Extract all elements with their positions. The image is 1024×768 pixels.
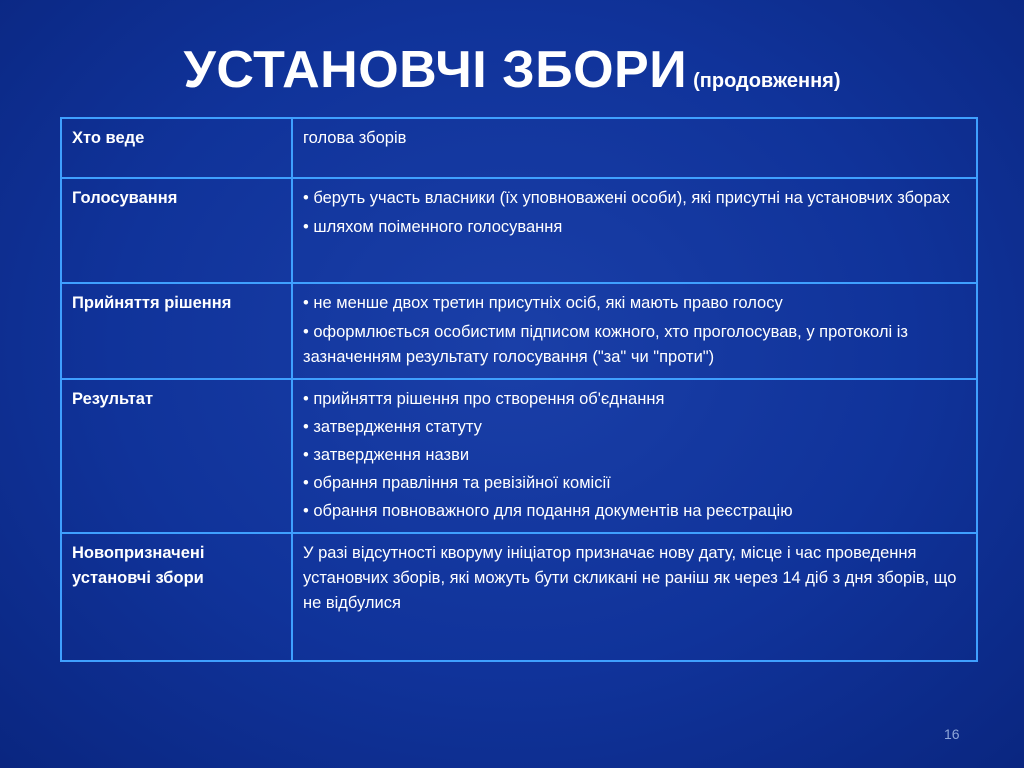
content-line: • обрання повноважного для подання документів на реєстрацію	[303, 502, 793, 520]
table-row	[61, 283, 977, 379]
content-line: • не менше двох третин присутніх осіб, які мають право голосу	[303, 294, 783, 312]
content-line: голова зборів	[303, 129, 407, 147]
table-row	[61, 118, 977, 178]
row-label: Результат	[61, 379, 292, 533]
content-line: У разі відсутності кворуму ініціатор призначає нову дату, місце і час проведення установчих зборів, які можуть бути скликані не раніш як через 14 діб з дня зборів, що не відбулися	[303, 544, 957, 612]
content-line: • затвердження статуту	[303, 418, 482, 436]
content-line: • затвердження назви	[303, 446, 470, 464]
info-table	[60, 117, 978, 662]
row-label: Прийняття рішення	[61, 283, 292, 379]
table-row	[61, 533, 977, 661]
slide-title-block	[0, 40, 1024, 100]
row-content	[292, 178, 977, 283]
content-line: • шляхом поіменного голосування	[303, 218, 563, 236]
content-line: • оформлюється особистим підписом кожного, хто проголосував, у протоколі із зазначенням результату голосування ("за" чи "проти")	[303, 323, 908, 366]
row-content	[292, 379, 977, 533]
table-row	[61, 379, 977, 533]
row-content	[292, 283, 977, 379]
row-content	[292, 118, 977, 178]
content-line: • беруть участь власники (їх уповноважені особи), які присутні на установчих зборах	[303, 189, 950, 207]
slide-subtitle: (продовження)	[693, 70, 841, 92]
row-label: Новопризначені установчі збори	[61, 533, 292, 661]
table-row	[61, 178, 977, 283]
content-line: • обрання правління та ревізійної комісії	[303, 474, 611, 492]
slide-title: УСТАНОВЧІ ЗБОРИ	[183, 41, 688, 99]
row-content	[292, 533, 977, 661]
row-label: Голосування	[61, 178, 292, 283]
page-number: 16	[944, 726, 960, 742]
content-line: • прийняття рішення про створення об'єднання	[303, 390, 665, 408]
row-label: Хто веде	[61, 118, 292, 178]
